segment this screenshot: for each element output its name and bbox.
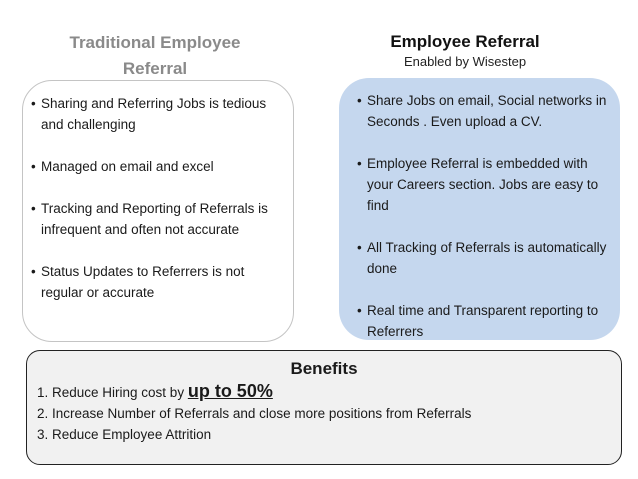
employee-referral-item: • All Tracking of Referrals is automatically done [357,237,610,279]
traditional-referral-heading [40,30,270,82]
left-heading-line2: Referral [122,59,188,78]
benefit-line-2: 2. Increase Number of Referrals and close more positions from Referrals [37,406,472,421]
employee-referral-item: • Employee Referral is embedded with your Careers section. Jobs are easy to find [357,153,610,216]
traditional-referral-panel [22,80,294,342]
traditional-item: • Status Updates to Referrers is not regular or accurate [31,261,285,303]
employee-referral-list [357,90,610,342]
benefits-box [26,350,622,465]
traditional-referral-list [31,93,285,303]
benefits-title: Benefits [290,359,358,378]
traditional-item: • Sharing and Referring Jobs is tedious and challenging [31,93,285,135]
employee-referral-subheading: Enabled by Wisestep [403,54,527,69]
benefit-line-3: 3. Reduce Employee Attrition [37,427,212,442]
traditional-item: • Tracking and Reporting of Referrals is infrequent and often not accurate [31,198,285,240]
employee-referral-panel [339,78,620,340]
benefit-highlight: up to 50% [187,381,273,401]
employee-referral-heading: Employee Referral [390,32,540,51]
traditional-item: • Managed on email and excel [31,156,285,177]
employee-referral-item: • Real time and Transparent reporting to Referrers [357,300,610,342]
benefit-line-1 [37,381,611,403]
employee-referral-item: • Share Jobs on email, Social networks in Seconds . Even upload a CV. [357,90,610,132]
left-heading-line1: Traditional Employee [69,33,241,52]
benefit-line-1-text: 1. Reduce Hiring cost by [37,385,188,400]
